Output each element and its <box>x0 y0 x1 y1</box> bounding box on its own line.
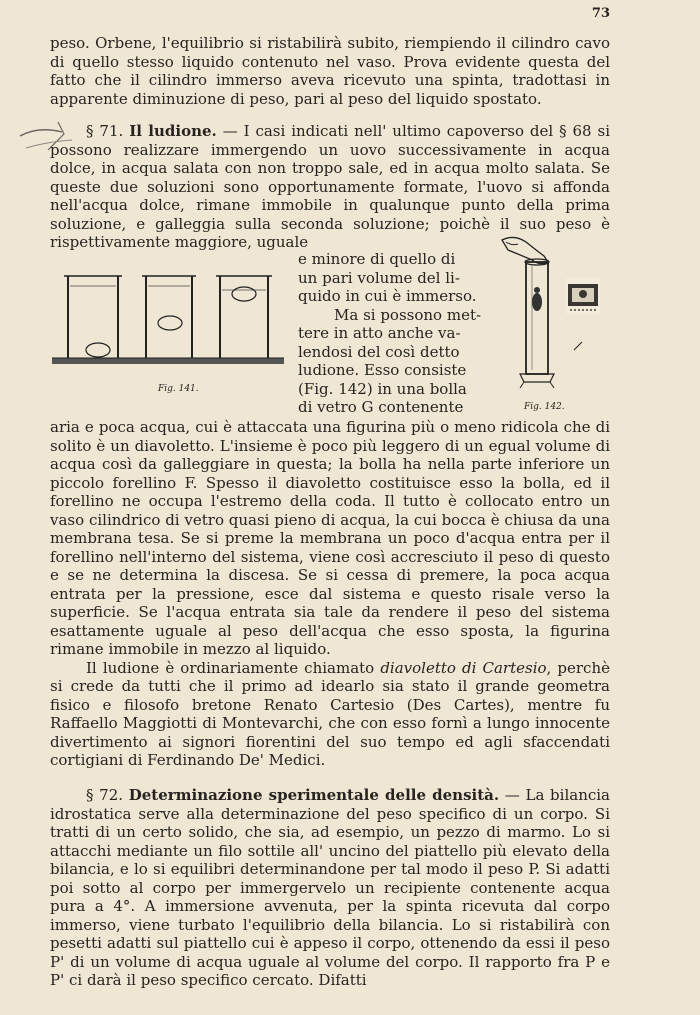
wrap-line: tere in atto anche va- <box>298 324 461 342</box>
para2-text-b: , perchè si crede da tutti che il primo ad idearlo sia stato il grande geometra fisico e filosofo bretone Renato Cartesio (Des Cartes), mentre fu Raffaello Maggiotti di Montevarchi, che con esso fornì a lungo innocente divertimento ai signori fiorentini del suo tempo ed agli sfaccendati cortigiani di Ferdinando De' Medici. <box>50 658 610 769</box>
wrap-line: quido in cui è immerso. <box>298 287 477 305</box>
section-71-paragraph-2 <box>50 659 610 770</box>
section-71-wrap-block <box>298 250 482 417</box>
figure-142-caption: Fig. 142. <box>524 402 565 412</box>
figure-141-beakers <box>50 272 290 372</box>
section-71-body-block <box>50 418 610 770</box>
para2-italic: diavoletto di Cartesio <box>380 658 547 677</box>
wrap-line: (Fig. 142) in una bolla <box>298 379 467 398</box>
section-72-paragraph <box>50 786 610 990</box>
section-72-body: La bilancia idrostatica serve alla determinazione del peso specifico di un corpo. Si tratti di un certo solido, che sia, ad esempio, un pezzo di marmo. Lo si attacchi mediante un filo sottile all' uncino del piattello più elevato della bilancia, e lo si equilibri determinandone per tal modo il peso P. Si adatti poi sotto al corpo per immergervelo un recipiente contenente acqua pura a 4°. A immersione avvenuta, per la spinta ricevuta dal corpo immerso, viene turbato l'equilibrio della bilancia. Lo si ristabilirà con pesetti adatti sul piattello cui è appeso il corpo, ottenendo da essi il peso P' di un volume di acqua uguale al volume del corpo. Il rapporto fra P e P' ci darà il peso specifico cercato. Difatti <box>50 786 611 989</box>
figure-141-caption: Fig. 141. <box>158 384 199 394</box>
wrap-line: e minore di quello di <box>298 250 456 268</box>
section-71-intro-text: I casi indicati nell' ultimo capoverso del § 68 si possono realizzare immergendo un uovo successivamente in acqua dolce, in acqua salata con non troppo sale, ed in acqua molto salata. Se queste due soluzioni sono opportunamente formate, l'uovo si affonda nell'acqua dolce, rimane immobile in qualunque punto della prima soluzione, e galleggia sulla seconda soluzione; poichè il suo peso è rispettivamente maggiore, uguale <box>50 122 610 251</box>
section-71-dash: — <box>222 122 238 140</box>
section-72-block <box>50 786 610 990</box>
wrap-line: un pari volume del li- <box>298 268 460 287</box>
section-72-title: Determinazione sperimentale delle densità. <box>128 786 500 804</box>
wrap-line: ludione. Esso consiste <box>298 361 467 379</box>
section-72-number: § 72. <box>86 786 124 804</box>
para2-text-a: Il ludione è ordinariamente chiamato <box>86 658 381 677</box>
wrap-line: di vetro G contenente <box>298 398 464 416</box>
section-71-number: § 71. <box>86 122 124 140</box>
wrap-line: lendosi del così detto <box>298 342 460 361</box>
top-paragraph-block <box>50 34 610 108</box>
figure-142-ludione <box>496 232 616 392</box>
section-72-dash: — <box>504 786 520 804</box>
top-paragraph: peso. Orbene, l'equilibrio si ristabilirà subito, riempiendo il cilindro cavo di quello stesso liquido contenuto nel vaso. Prova evidente questa del fatto che il cilindro immerso aveva ricevuto una spinta, tradottasi in apparente diminuzione di peso, pari al peso del liquido spostato. <box>50 34 610 108</box>
section-71-title: Il ludione. <box>129 122 217 140</box>
wrap-line: Ma si possono met- <box>334 305 482 324</box>
section-71-body: aria e poca acqua, cui è attaccata una figurina più o meno ridicola che di solito è un diavoletto. L'insieme è poco più leggero di un egual volume di acqua così da galleggiare in questa; la bolla ha nella parte inferiore un piccolo forellino F. Spesso il diavoletto costituisce esso la bolla, ed il forellino ne occupa l'estremo della coda. Il tutto è collocato entro un vaso cilindrico di vetro quasi pieno di acqua, la cui bocca è chiusa da una membrana tesa. Se si preme la membrana un poco d'acqua entra per il forellino nell'interno del sistema, viene così accresciuto il peso di questo e se ne determina la discesa. Se si cessa di premere, la poca acqua entrata per la pressione, esce dal sistema e questo risale verso la superficie. Se l'acqua entrata sia tale da rendere il peso del sistema esattamente uguale al peso dell'acqua che esso sposta, la figurina rimane immobile in mezzo al liquido. <box>50 418 610 658</box>
page-number: 73 <box>591 6 610 21</box>
